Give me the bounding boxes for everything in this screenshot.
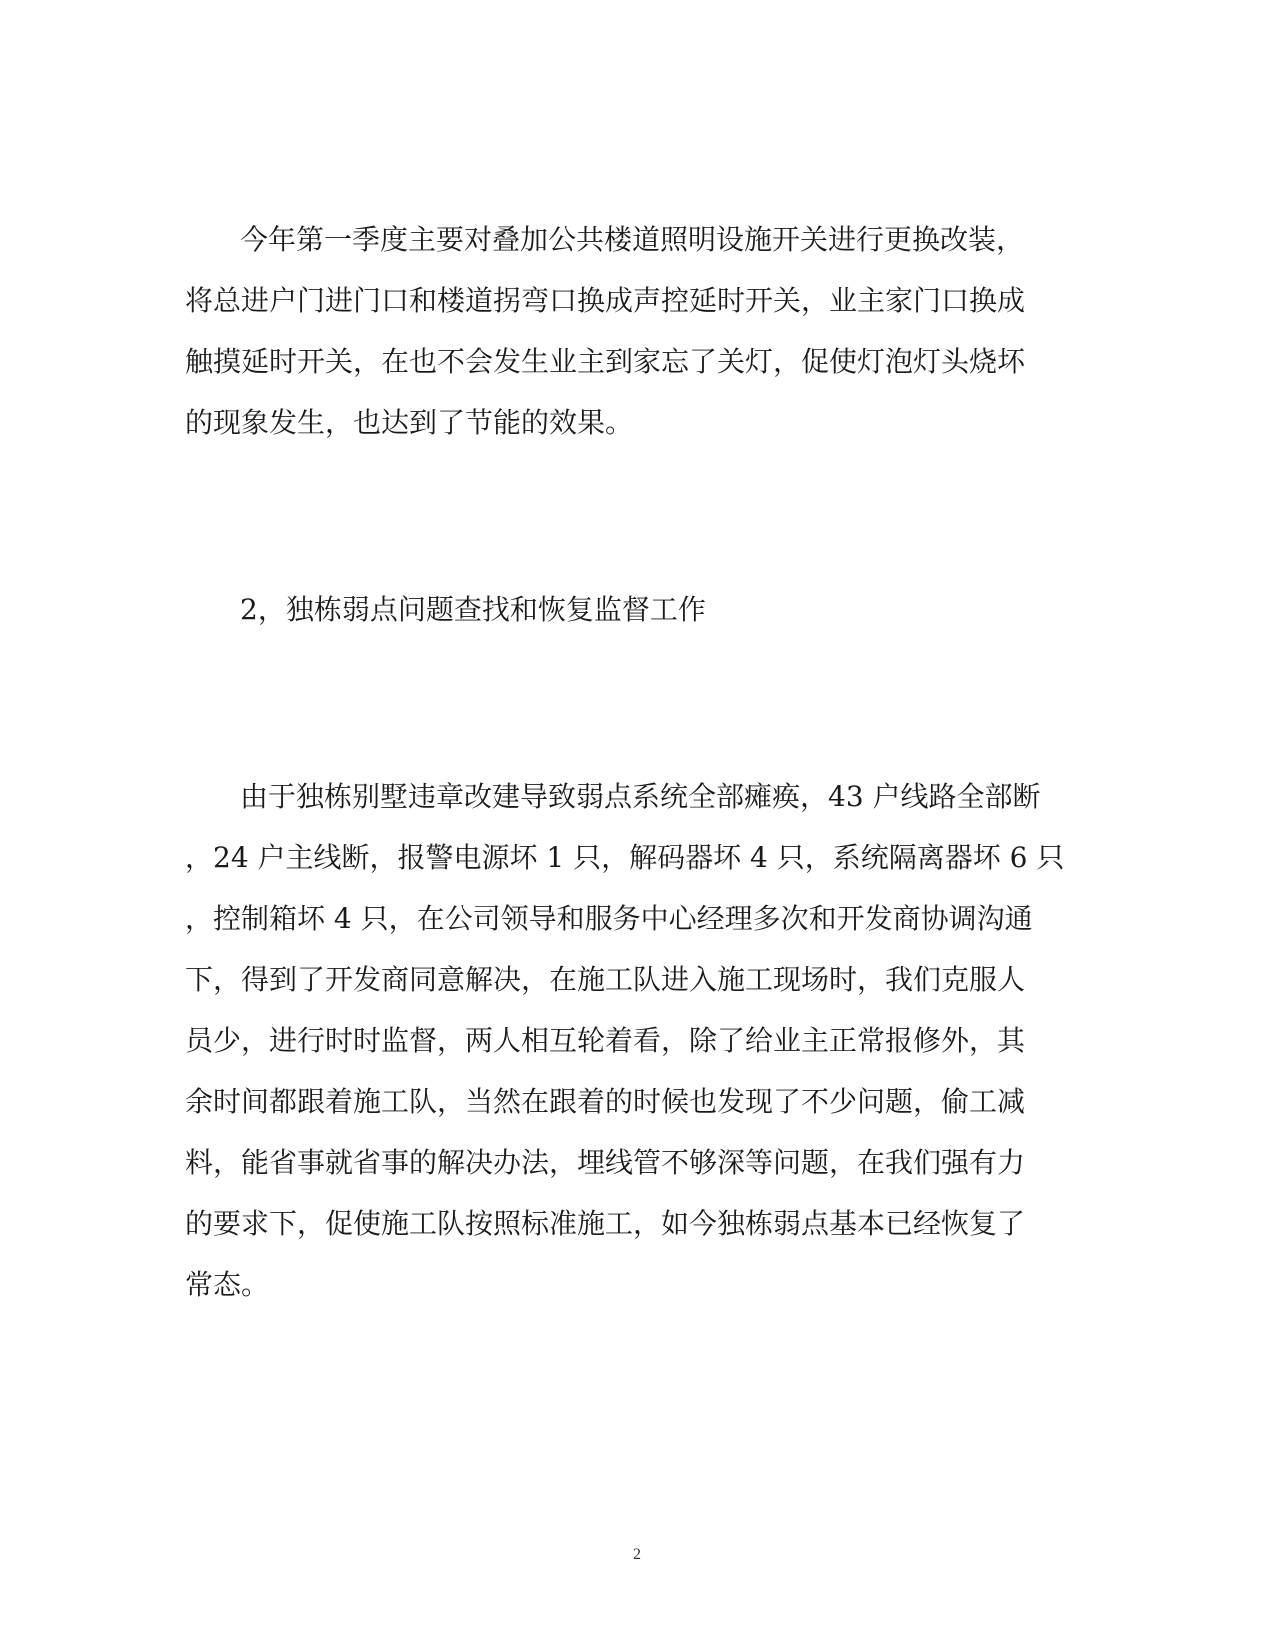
paragraph-2-line-5: 员少，进行时时监督，两人相互轮着看，除了给业主正常报修外，其 (185, 1024, 1026, 1057)
paragraph-1-line-1: 今年第一季度主要对叠加公共楼道照明设施开关进行更换改装， (240, 223, 1025, 256)
paragraph-2-line-6: 余时间都跟着施工队，当然在跟着的时候也发现了不少问题，偷工减 (185, 1085, 1026, 1118)
paragraph-1-line-4: 的现象发生，也达到了节能的效果。 (185, 406, 634, 439)
page-number: 2 (633, 1546, 641, 1563)
paragraph-2-line-1: 由于独栋别墅违章改建导致弱点系统全部瘫痪，43 户线路全部断 (240, 780, 1041, 813)
paragraph-1-line-3: 触摸延时开关，在也不会发生业主到家忘了关灯，促使灯泡灯头烧坏 (185, 345, 1026, 378)
paragraph-1-line-2: 将总进户门进门口和楼道拐弯口换成声控延时开关，业主家门口换成 (185, 284, 1026, 317)
paragraph-2-line-9: 常态。 (185, 1268, 270, 1301)
paragraph-2-line-8: 的要求下，促使施工队按照标准施工，如今独栋弱点基本已经恢复了 (185, 1207, 1026, 1240)
paragraph-2-line-7: 料，能省事就省事的解决办法，埋线管不够深等问题，在我们强有力 (185, 1146, 1026, 1179)
section-heading-2: 2，独栋弱点问题查找和恢复监督工作 (240, 593, 706, 626)
paragraph-2-line-2: ，24 户主线断，报警电源坏 1 只，解码器坏 4 只，系统隔离器坏 6 只 (185, 841, 1065, 874)
paragraph-2-line-3: ，控制箱坏 4 只，在公司领导和服务中心经理多次和开发商协调沟通 (185, 902, 1033, 935)
paragraph-2-line-4: 下，得到了开发商同意解决，在施工队进入施工现场时，我们克服人 (185, 963, 1026, 996)
